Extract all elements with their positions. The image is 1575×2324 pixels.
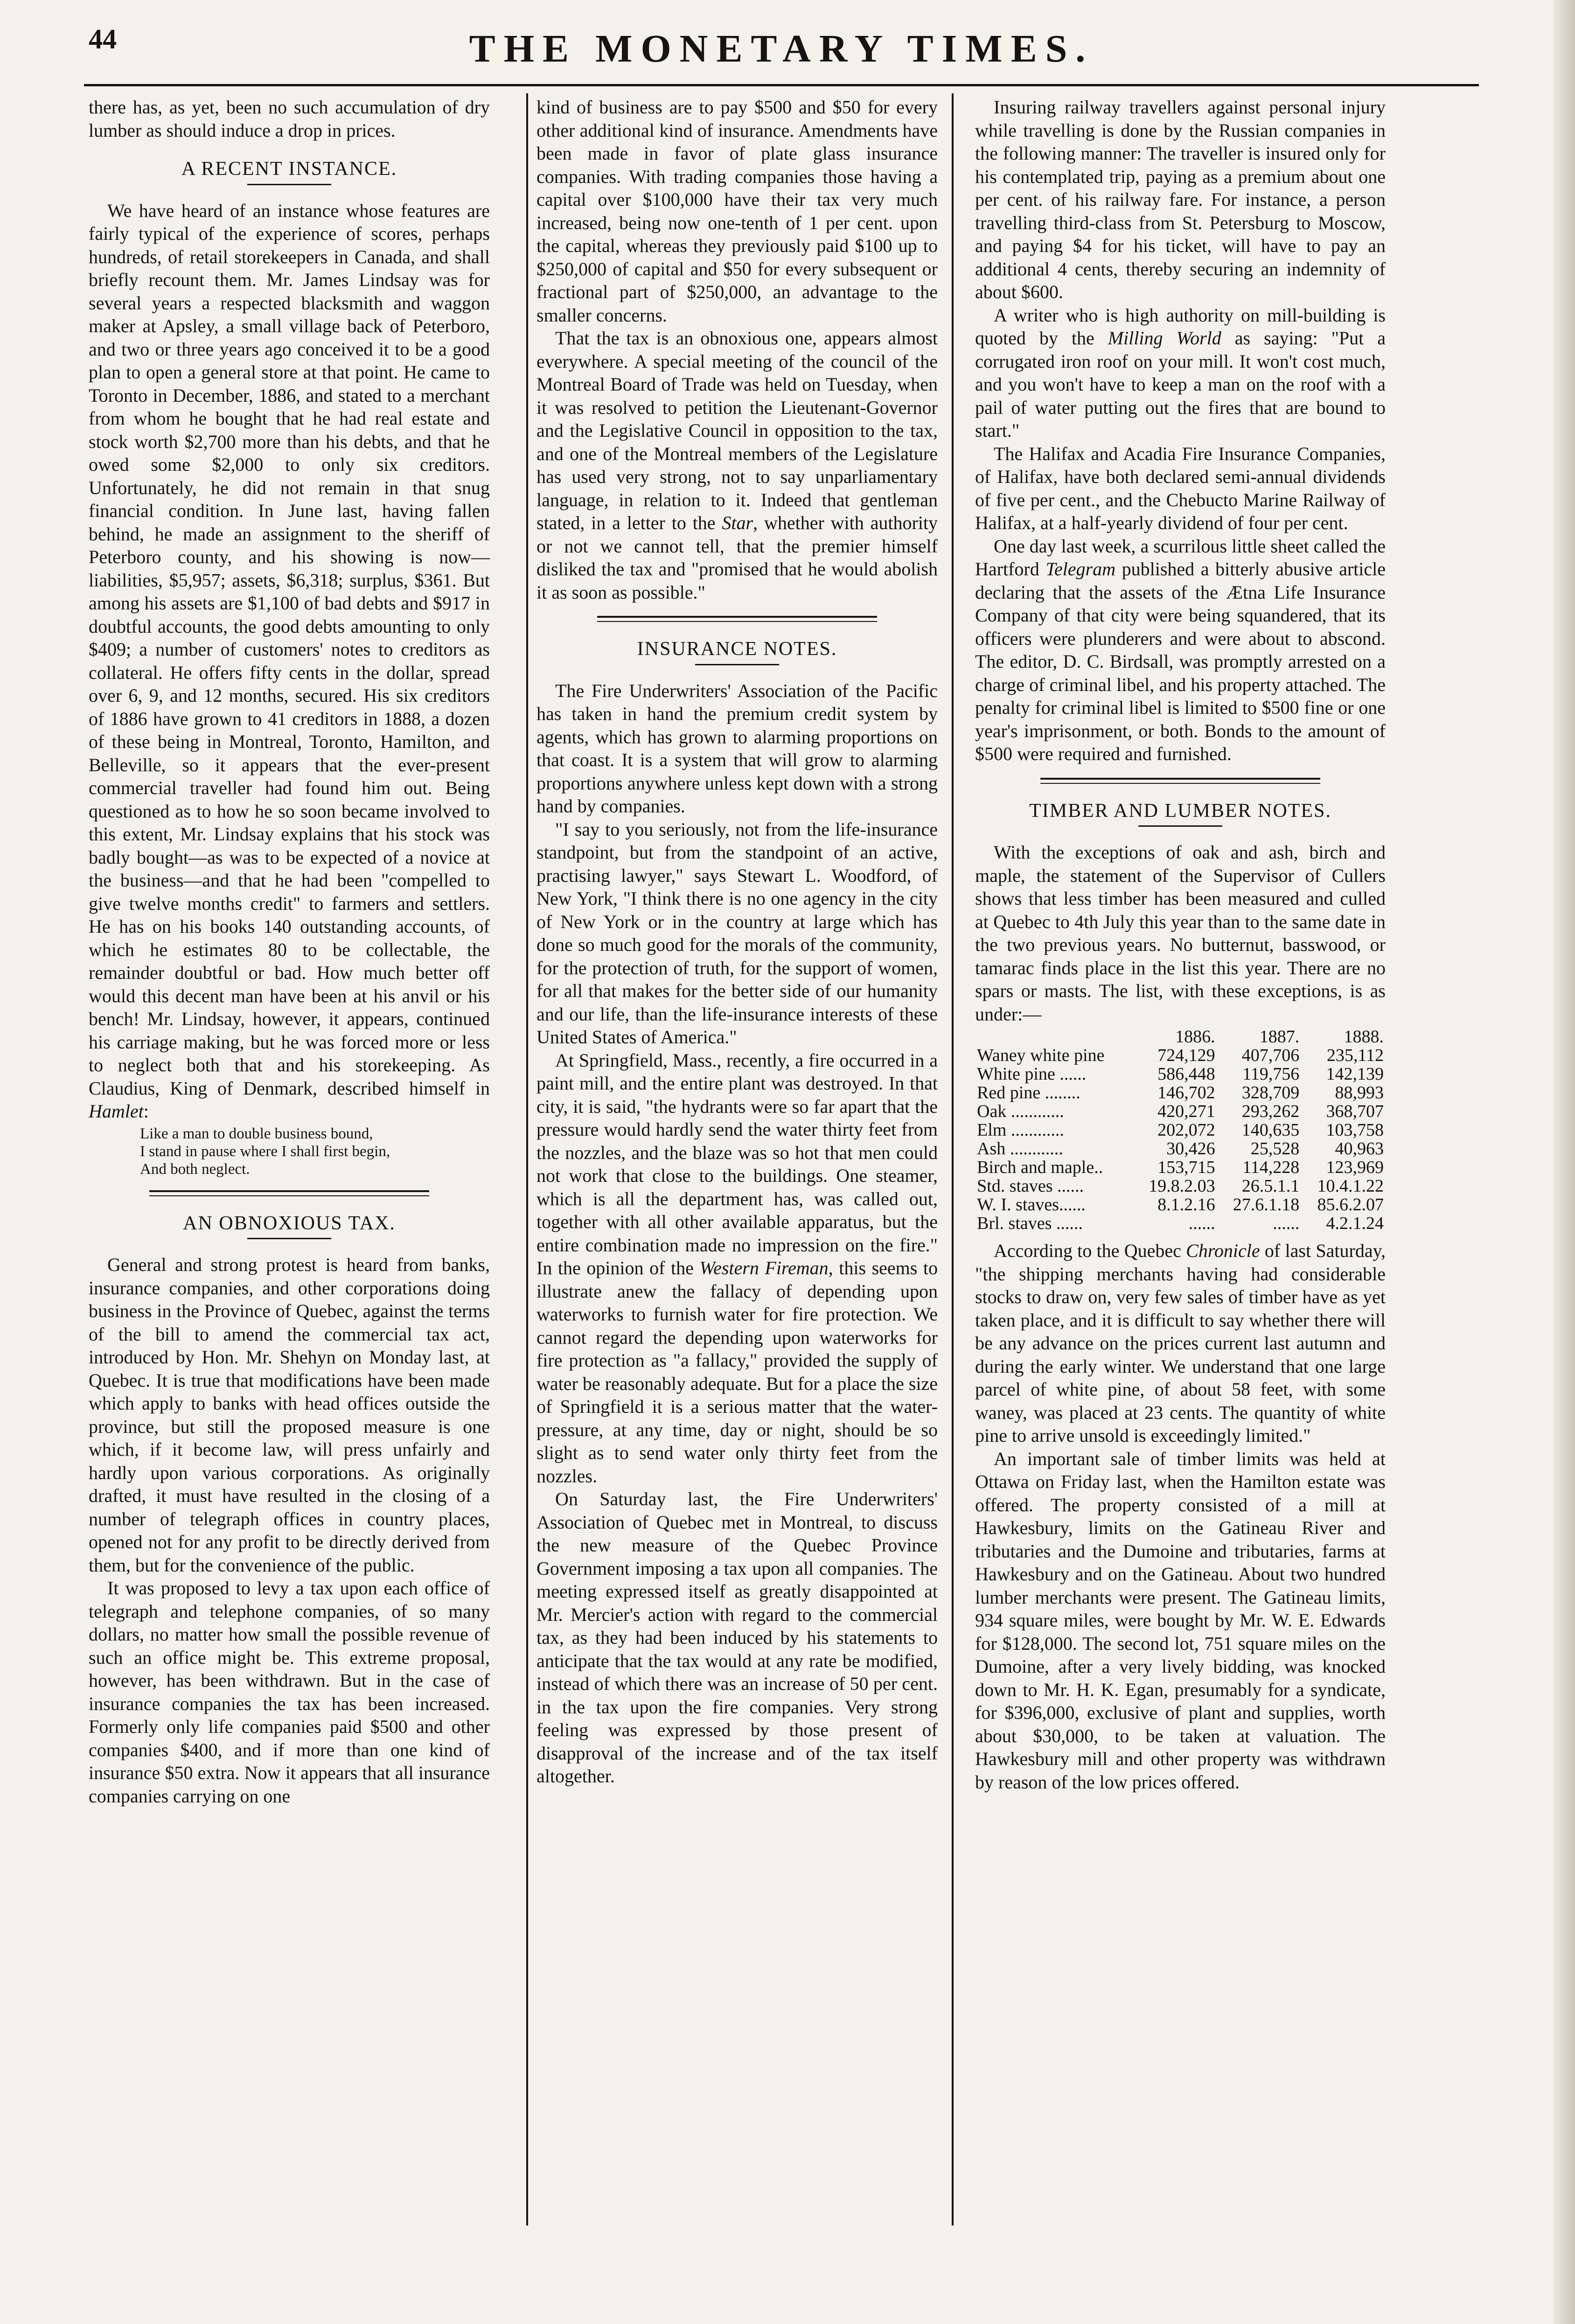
section-divider [1040, 778, 1320, 784]
timber-kind-cell: Red pine ........ [977, 1083, 1080, 1103]
timber-kind-cell: Ash ............ [977, 1139, 1063, 1159]
heading-recent-instance: A RECENT INSTANCE. [181, 158, 397, 180]
column-3 [975, 96, 1386, 1794]
quantity-cell: 123,969 [1326, 1158, 1384, 1177]
heading-underline [247, 184, 331, 185]
table-row [975, 1083, 1386, 1102]
table-row [975, 1177, 1386, 1195]
italic-title: Milling World [1108, 328, 1221, 349]
table-row [975, 1121, 1386, 1139]
timber-kind-cell: Oak ............ [977, 1102, 1064, 1121]
quantity-cell: 4.2.1.24 [1326, 1214, 1384, 1233]
timber-kind-cell: White pine ...... [977, 1064, 1087, 1084]
article-paragraph: We have heard of an instance whose features are fairly typical of the experience of scores, perhaps hundreds, of retail storekeepers in Canada, and shall briefly recount them. Mr. James Lindsay was for several years a respected blacksmith and waggon maker at Apsley, a small village back of Peterboro, and two or three years ago conceived it to be a good plan to open a general store at that point. He came to Toronto in December, 1886, and stated to a merchant from whom he bought that he had real estate and stock worth $2,700 more than his debts, and that he owed some $2,000 to only six creditors. Unfortunately, he did not remain in that snug financial condition. In June last, having fallen behind, he made an assignment to the sheriff of Peterboro county, and his showing is now—liabilities, $5,957; assets, $6,318; surplus, $361. But among his assets are $1,100 of bad debts and $917 in doubtful accounts, the good debts amounting to only $409; a number of customers' notes to creditors as collateral. He offers fifty cents in the dollar, spread over 6, 9, and 12 months, secured. His six creditors of 1886 have grown to 41 creditors in 1888, a dozen of these being in Montreal, Toronto, Hamilton, and Belleville, so it appears that the ever-present commercial traveller had found him out. Being questioned as to how he so soon became involved to this extent, Mr. Lindsay explains that his stock was badly bought—as was to be expected of a novice at the business—and that he had been "compelled to give twelve months credit" to farmers and settlers. He has on his books 140 outstanding accounts, of which he estimates 80 to be collectable, the remainder doubtful or bad. How much better off would this decent man have been at his anvil or his bench! Mr. Lindsay, however, it appears, continued his carriage making, but he was forced more or less to neglect both that and his storekeeping. As Claudius, King of Denmark, described himself in Hamlet: [89, 200, 490, 1122]
italic-title: Telegram [1045, 558, 1115, 579]
quantity-cell: 142,139 [1326, 1064, 1384, 1084]
table-header-cell [975, 1027, 1133, 1046]
column-1 [89, 96, 490, 1808]
italic-title: Star [722, 512, 753, 533]
quantity-cell: 140,635 [1241, 1120, 1300, 1140]
quantity-cell: 586,448 [1157, 1064, 1215, 1084]
article-paragraph: On Saturday last, the Fire Underwriters' Association of Quebec met in Montreal, to discuss the new measure of the Quebec Province Government imposing a tax upon all companies. The meeting expressed itself as greatly disappointed at Mr. Mercier's action with regard to the commercial tax, as they had been induced by his statements to anticipate that the tax would at any rate be modified, instead of which there was an increase of 50 per cent. in the tax upon the fire companies. Very strong feeling was expressed by those present of disapproval of the increase and of the tax itself altogether. [537, 1488, 938, 1787]
italic-title: Hamlet [89, 1101, 144, 1122]
table-row [975, 1195, 1386, 1214]
table-row [975, 1046, 1386, 1065]
article-paragraph: At Springfield, Mass., recently, a fire occurred in a paint mill, and the entire plant was destroyed. In that city, it is said, "the hydrants were so far apart that the pressure would hardly send the water thirty feet from the nozzles, and the blaze was so hot that men could not work that close to the buildings. One steamer, which is all the department has, was called out, together with all other available apparatus, but the entire combination made no impression on the fire." In the opinion of the Western Fireman, this seems to illustrate anew the fallacy of depending upon waterworks to furnish water for fire protection. We cannot regard the depending upon waterworks for fire protection as "a fallacy," provided the supply of water be reasonably adequate. But for a place the size of Springfield it is a serious matter that the water-pressure, at any time, day or night, should be so slight as to send water only thirty feet from the nozzles. [537, 1049, 938, 1487]
article-paragraph: That the tax is an obnoxious one, appears almost everywhere. A special meeting of the council of the Montreal Board of Trade was held on Tuesday, when it was resolved to petition the Lieutenant-Governor and the Legislative Council in opposition to the tax, and one of the Montreal members of the Legislature has used very strong, not to say unparliamentary language, in relation to it. Indeed that gentleman stated, in a letter to the Star, whether with authority or not we cannot tell, that the premier himself disliked the tax and "promised that he would abolish it as soon as possible." [537, 328, 938, 603]
page-number: 44 [89, 24, 117, 55]
quantity-cell: 103,758 [1326, 1120, 1384, 1140]
timber-kind-cell: Std. staves ...... [977, 1176, 1084, 1196]
quantity-cell: ...... [1188, 1214, 1215, 1233]
quantity-cell: 19.8.2.03 [1149, 1176, 1215, 1196]
quantity-cell: 119,756 [1242, 1064, 1300, 1084]
verse-line: I stand in pause where I shall first begin, [140, 1143, 390, 1160]
timber-kind-cell: Brl. staves ...... [977, 1214, 1083, 1233]
quantity-cell: 328,709 [1241, 1083, 1300, 1103]
article-paragraph: With the exceptions of oak and ash, birch and maple, the statement of the Supervisor of Cullers shows that less timber has been measured and culled at Quebec to 4th July this year than to the same date in the two previous years. No butternut, basswood, or tamarac finds place in the list this year. There are no spars or masts. The list, with these exceptions, is as under:— [975, 842, 1386, 1025]
quantity-cell: 114,228 [1242, 1158, 1300, 1177]
heading-timber-lumber-notes: TIMBER AND LUMBER NOTES. [1029, 800, 1331, 822]
article-paragraph: General and strong protest is heard from banks, insurance companies, and other corporations doing business in the Province of Quebec, against the terms of the bill to amend the commercial tax act, introduced by Hon. Mr. Shehyn on Monday last, at Quebec. It is true that modifications have been made which apply to banks with head offices outside the province, but still the proposed measure is one which, if it become law, will press unfairly and hardly upon various corporations. As originally drafted, it must have resulted in the closing of a number of telegraph offices in country places, opened not for any profit to be directly derived from them, but for the convenience of the public. [89, 1254, 490, 1576]
verse-line: Like a man to double business bound, [140, 1125, 373, 1142]
article-paragraph: One day last week, a scurrilous little sheet called the Hartford Telegram published a bitterly abusive article declaring that the assets of the Ætna Life Insurance Company of that city were being squandered, that its officers were plunderers and were about to abscond. The editor, D. C. Birdsall, was promptly arrested on a charge of criminal libel, and his property attached. The penalty for criminal libel is limited to $500 fine or one year's imprisonment, or both. Bonds to the amount of $500 were required and furnished. [975, 535, 1386, 764]
heading-underline [1138, 825, 1222, 827]
quantity-cell: 40,963 [1335, 1139, 1384, 1159]
quantity-cell: 724,129 [1157, 1046, 1215, 1065]
table-row [975, 1158, 1386, 1177]
quantity-cell: 10.4.1.22 [1317, 1176, 1384, 1196]
quantity-cell: 368,707 [1326, 1102, 1384, 1121]
verse-line: And both neglect. [140, 1160, 250, 1178]
quantity-cell: 235,112 [1326, 1046, 1384, 1065]
article-paragraph: "I say to you seriously, not from the life-insurance standpoint, but from the standpoint of an active, practising lawyer," says Stewart L. Woodford, of New York, "I think there is no one agency in the city of New York or in the country at large which has done so much good for the morals of the community, for the protection of truth, for the support of women, for all that makes for the better side of our humanity and our life, than the life-insurance interests of these United States of America." [537, 818, 938, 1047]
section-divider [597, 616, 877, 622]
masthead-title: THE MONETARY TIMES. [469, 27, 1094, 70]
article-paragraph: The Halifax and Acadia Fire Insurance Companies, of Halifax, have both declared semi-annual dividends of five per cent., and the Chebucto Marine Railway of Halifax, at a half-yearly dividend of four per cent. [975, 443, 1386, 533]
table-header-cell: 1888. [1344, 1027, 1384, 1047]
timber-kind-cell: Birch and maple.. [977, 1158, 1103, 1177]
quantity-cell: 8.1.2.16 [1157, 1195, 1215, 1214]
quantity-cell: 26.5.1.1 [1241, 1176, 1300, 1196]
quantity-cell: 30,426 [1166, 1139, 1215, 1159]
column-rule-1 [526, 93, 528, 2226]
heading-obnoxious-tax: AN OBNOXIOUS TAX. [183, 1212, 396, 1234]
quantity-cell: 407,706 [1241, 1046, 1300, 1065]
article-paragraph: A writer who is high authority on mill-building is quoted by the Milling World as saying: "Put a corrugated iron roof on your mill. It won't cost much, and you won't have to keep a man on the roof with a pail of water putting out the fires that are bound to start." [975, 304, 1386, 441]
article-paragraph: According to the Quebec Chronicle of last Saturday, "the shipping merchants having had considerable stocks to draw on, very few sales of timber have as yet taken place, and it is difficult to say whether there will be any advance on the prices current last autumn and during the early winter. We understand that one large parcel of white pine, of about 58 feet, with some waney, was placed at 23 cents. The quantity of white pine to arrive unsold is exceedingly limited." [975, 1240, 1386, 1446]
table-row [975, 1139, 1386, 1158]
page-edge-shadow [1554, 0, 1575, 2324]
page-header [84, 23, 1479, 84]
table-row [975, 1065, 1386, 1083]
continued-paragraph: there has, as yet, been no such accumulation of dry lumber as should induce a drop in prices. [89, 97, 490, 141]
table-row [975, 1102, 1386, 1121]
continued-paragraph: kind of business are to pay $500 and $50 for every other additional kind of insurance. Amendments have been made in favor of plate glass insurance companies. With trading companies those having a capital over $100,000 have their tax very much increased, being now one-tenth of 1 per cent. upon the capital, whereas they previously paid $100 up to $250,000 of capital and $50 for every subsequent or fractional part of $250,000, an advantage to the smaller concerns. [537, 97, 938, 326]
table-header-row [975, 1027, 1386, 1046]
section-divider [149, 1190, 429, 1196]
quantity-cell: 27.6.1.18 [1233, 1195, 1300, 1214]
quantity-cell: 146,702 [1157, 1083, 1215, 1103]
quantity-cell: 293,262 [1241, 1102, 1300, 1121]
table-row [975, 1214, 1386, 1233]
quantity-cell: 202,072 [1157, 1120, 1215, 1140]
column-rule-2 [952, 93, 954, 2226]
timber-kind-cell: Elm ............ [977, 1120, 1064, 1140]
heading-insurance-notes: INSURANCE NOTES. [637, 638, 837, 660]
italic-title: Chronicle [1186, 1240, 1260, 1261]
heading-underline [247, 1238, 331, 1239]
timber-statistics-table [975, 1027, 1386, 1233]
article-paragraph: Insuring railway travellers against personal injury while travelling is done by the Russian companies in the following manner: The traveller is insured only for his contemplated trip, paying as a premium about one per cent. of his railway fare. For instance, a person travelling third-class from St. Petersburg to Moscow, and paying $4 for his ticket, will have to pay an additional 4 cents, thereby securing an indemnity of about $600. [975, 97, 1386, 302]
article-paragraph: An important sale of timber limits was held at Ottawa on Friday last, when the Hamilton estate was offered. The property consisted of a mill at Hawkesbury, limits on the Gatineau River and tributaries and the Dumoine and tributaries, farms at Hawkesbury and on the Gatineau. About two hundred lumber merchants were present. The Gatineau limits, 934 square miles, were bought by Mr. W. E. Edwards for $128,000. The second lot, 751 square miles on the Dumoine, after a very lively bidding, was knocked down to Mr. H. K. Egan, presumably for a syndicate, for $396,000, exclusive of plant and supplies, worth about $30,000, to be taken at valuation. The Hawkesbury mill and other property was withdrawn by reason of the low prices offered. [975, 1448, 1386, 1793]
quantity-cell: ...... [1273, 1214, 1300, 1233]
quantity-cell: 85.6.2.07 [1317, 1195, 1384, 1214]
verse-quotation [140, 1125, 490, 1178]
table-body [975, 1046, 1386, 1233]
heading-underline [695, 664, 779, 665]
timber-kind-cell: W. I. staves...... [977, 1195, 1086, 1214]
quantity-cell: 420,271 [1157, 1102, 1215, 1121]
article-paragraph: The Fire Underwriters' Association of the Pacific has taken in hand the premium credit system by agents, which has grown to alarming proportions on that coast. It is a system that will grow to alarming proportions anywhere unless kept down with a strong hand by companies. [537, 680, 938, 817]
column-2 [537, 96, 938, 1788]
table-header-cell: 1887. [1259, 1027, 1300, 1047]
timber-kind-cell: Waney white pine [977, 1046, 1105, 1065]
quantity-cell: 88,993 [1335, 1083, 1384, 1103]
quantity-cell: 153,715 [1157, 1158, 1215, 1177]
table-header-cell: 1886. [1175, 1027, 1215, 1047]
header-rule [84, 84, 1479, 86]
italic-title: Western Fireman [699, 1257, 829, 1278]
article-paragraph: It was proposed to levy a tax upon each office of telegraph and telephone companies, of so many dollars, no matter how small the possible revenue of such an office might be. This extreme proposal, however, has been withdrawn. But in the case of insurance companies the tax has been increased. Formerly only life companies paid $500 and other companies $400, and if more than one kind of insurance $50 extra. Now it appears that all insurance companies carrying on one [89, 1577, 490, 1807]
quantity-cell: 25,528 [1250, 1139, 1300, 1159]
